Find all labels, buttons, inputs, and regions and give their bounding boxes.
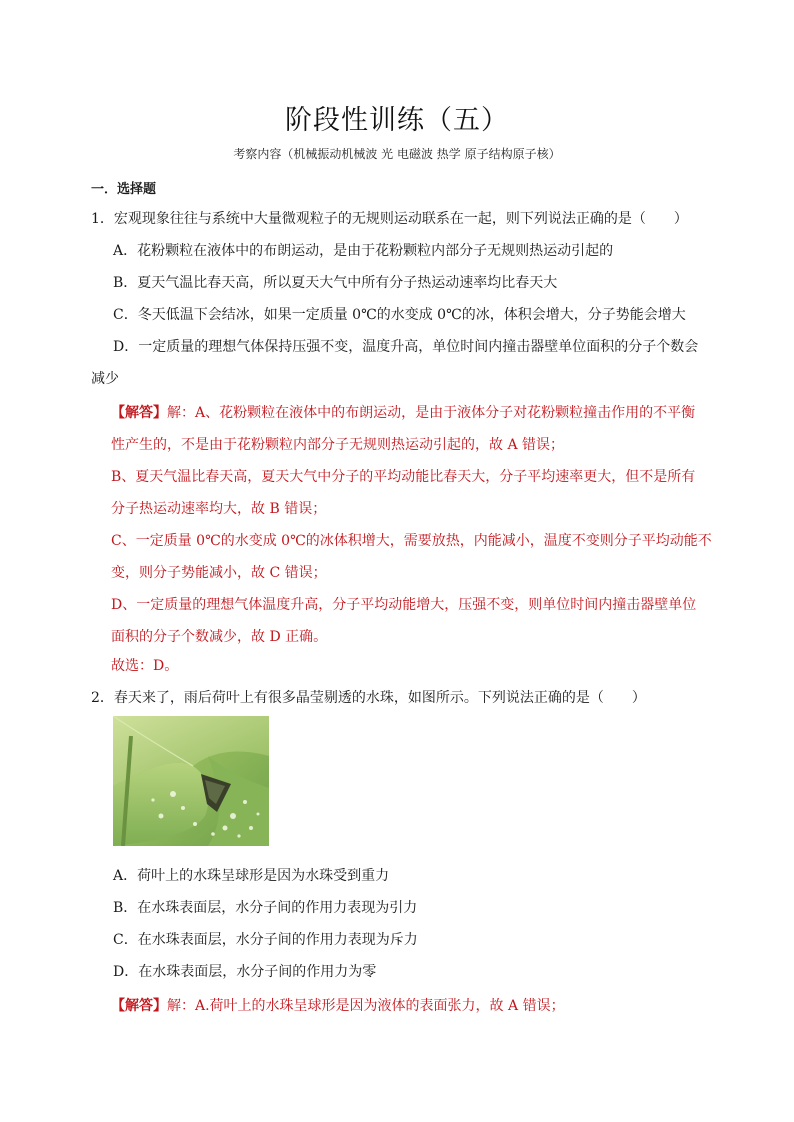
question-1-answer-line: C、一定质量 0℃的水变成 0℃的冰体积增大，需要放热，内能减小，温度不变则分子平均动能不 bbox=[111, 533, 712, 549]
question-1-answer-line bbox=[111, 402, 695, 422]
answer-tag: 【解答】 bbox=[111, 998, 167, 1014]
question-1-option-d-continued: 减少 bbox=[91, 371, 119, 387]
question-2-answer-line bbox=[111, 995, 565, 1015]
question-2-option-b: B．在水珠表面层，水分子间的作用力表现为引力 bbox=[113, 900, 418, 916]
question-2-option-d: D．在水珠表面层，水分子间的作用力为零 bbox=[113, 964, 377, 980]
question-1-answer-line: 面积的分子个数减少，故 D 正确。 bbox=[111, 629, 328, 645]
question-1-answer-line: D、一定质量的理想气体温度升高，分子平均动能增大，压强不变，则单位时间内撞击器壁单位 bbox=[111, 597, 697, 613]
page-title: 阶段性训练（五） bbox=[285, 105, 509, 136]
question-1-stem: 1．宏观现象往往与系统中大量微观粒子的无规则运动联系在一起，则下列说法正确的是（ ） bbox=[91, 211, 688, 227]
answer-tag: 【解答】 bbox=[111, 405, 167, 421]
question-1-answer-line: 性产生的，不是由于花粉颗粒内部分子无规则热运动引起的，故 A 错误； bbox=[111, 437, 565, 453]
answer-text: 解：A.荷叶上的水珠呈球形是因为液体的表面张力，故 A 错误； bbox=[167, 998, 565, 1014]
question-2-stem: 2．春天来了，雨后荷叶上有很多晶莹剔透的水珠，如图所示。下列说法正确的是（ ） bbox=[91, 690, 646, 706]
question-2-option-c: C．在水珠表面层，水分子间的作用力表现为斥力 bbox=[113, 932, 418, 948]
page-subtitle: 考察内容（机械振动机械波 光 电磁波 热学 原子结构原子核） bbox=[233, 147, 561, 161]
question-1-option-d: D．一定质量的理想气体保持压强不变，温度升高，单位时间内撞击器壁单位面积的分子个数会 bbox=[113, 339, 699, 355]
answer-text: 解：A、花粉颗粒在液体中的布朗运动，是由于液体分子对花粉颗粒撞击作用的不平衡 bbox=[167, 405, 696, 421]
question-2-option-a: A．荷叶上的水珠呈球形是因为水珠受到重力 bbox=[113, 868, 390, 884]
section-heading: 一．选择题 bbox=[91, 182, 157, 197]
question-1-option-b: B．夏天气温比春天高，所以夏天大气中所有分子热运动速率均比春天大 bbox=[113, 275, 558, 291]
lotus-leaf-water-droplets-image bbox=[113, 716, 269, 846]
question-1-answer-line: 变，则分子势能减小，故 C 错误； bbox=[111, 565, 327, 581]
question-1-option-a: A．花粉颗粒在液体中的布朗运动，是由于花粉颗粒内部分子无规则热运动引起的 bbox=[113, 243, 614, 259]
question-1-answer-line: 分子热运动速率均大，故 B 错误； bbox=[111, 501, 327, 517]
question-1-option-c: C．冬天低温下会结冰，如果一定质量 0℃的水变成 0℃的冰，体积会增大，分子势能会增大 bbox=[113, 307, 686, 323]
question-1-answer-choice: 故选：D。 bbox=[111, 658, 179, 674]
question-1-answer-line: B、夏天气温比春天高，夏天大气中分子的平均动能比春天大，分子平均速率更大，但不是所有 bbox=[111, 469, 696, 485]
